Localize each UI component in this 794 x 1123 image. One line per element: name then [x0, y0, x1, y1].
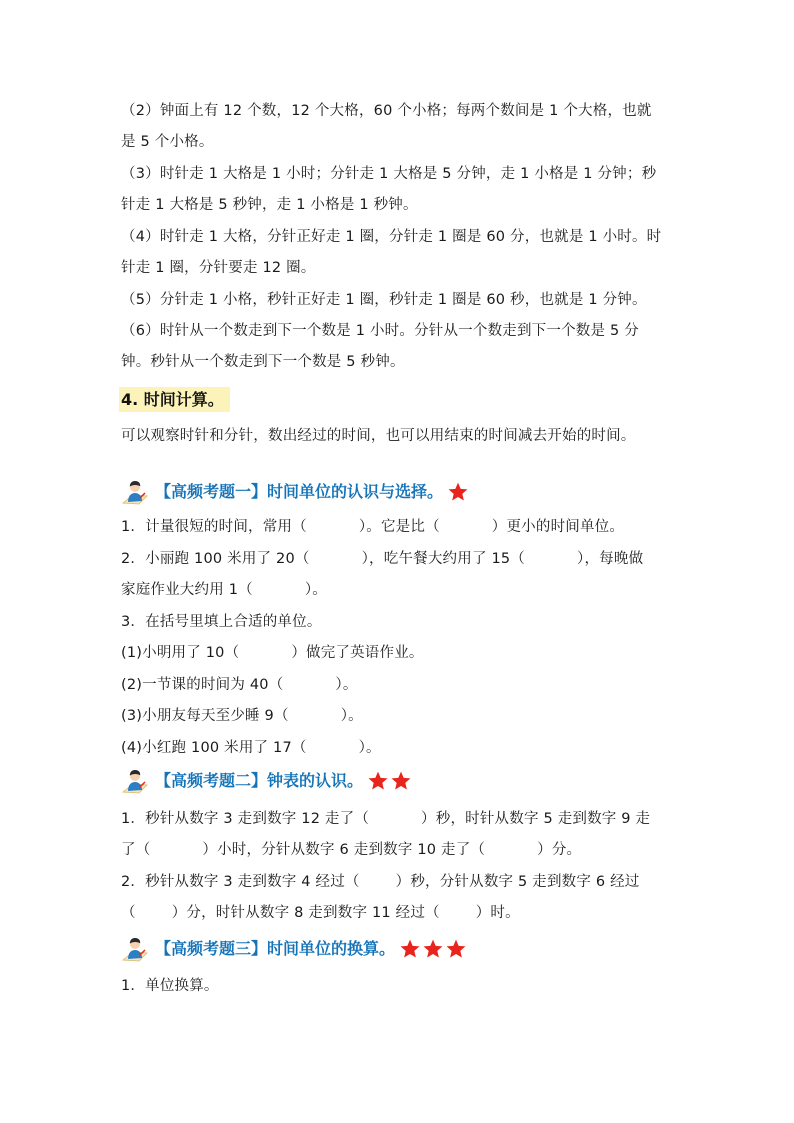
- difficulty-stars: [399, 938, 468, 960]
- s3-q1: 1．单位换算。: [121, 978, 219, 994]
- knowledge-line: 是 5 个小格。: [121, 134, 214, 150]
- star-icon: [390, 770, 412, 792]
- section-1-title: 【高频考题一】时间单位的认识与选择。: [155, 482, 444, 501]
- difficulty-stars: [447, 481, 470, 503]
- section-3-title: 【高频考题三】时间单位的换算。: [155, 939, 396, 958]
- s1-q3-title: 3．在括号里填上合适的单位。: [121, 614, 322, 630]
- star-icon: [367, 770, 389, 792]
- s1-q3-item: (3)小朋友每天至少睡 9（ ）。: [121, 708, 363, 724]
- section-1-header: [121, 478, 470, 506]
- s2-q2-line2: （ ）分，时针从数字 8 走到数字 11 经过（ ）时。: [121, 905, 520, 921]
- s1-q2-line1: 2．小丽跑 100 米用了 20（ ），吃午餐大约用了 15（ ），每晚做: [121, 551, 644, 567]
- difficulty-stars: [367, 770, 413, 792]
- s2-q1-line1: 1．秒针从数字 3 走到数字 12 走了（ ）秒，时针从数字 5 走到数字 9 走: [121, 811, 651, 827]
- s1-q3-item: (4)小红跑 100 米用了 17（ ）。: [121, 740, 381, 756]
- star-icon: [399, 938, 421, 960]
- heading4-body: 可以观察时针和分针，数出经过的时间，也可以用结束的时间减去开始的时间。: [121, 428, 636, 444]
- s2-q2-line1: 2．秒针从数字 3 走到数字 4 经过（ ）秒，分针从数字 5 走到数字 6 经过: [121, 874, 640, 890]
- section-3-header: [121, 935, 468, 963]
- knowledge-line: 针走 1 圈，分针要走 12 圈。: [121, 260, 316, 276]
- knowledge-line: 针走 1 大格是 5 秒钟，走 1 小格是 1 秒钟。: [121, 197, 418, 213]
- s1-q2-line2: 家庭作业大约用 1（ ）。: [121, 582, 327, 598]
- knowledge-line: （2）钟面上有 12 个数，12 个大格，60 个小格；每两个数间是 1 个大格，也就: [121, 103, 652, 119]
- section-2-title: 【高频考题二】钟表的认识。: [155, 771, 364, 790]
- section-heading-time-calculation: 4. 时间计算。: [119, 387, 230, 412]
- knowledge-line: 钟。秒针从一个数走到下一个数是 5 秒钟。: [121, 354, 405, 370]
- student-writing-icon: [121, 478, 149, 506]
- student-writing-icon: [121, 767, 149, 795]
- star-icon: [422, 938, 444, 960]
- star-icon: [445, 938, 467, 960]
- knowledge-line: （6）时针从一个数走到下一个数是 1 小时。分针从一个数走到下一个数是 5 分: [121, 323, 639, 339]
- s1-q3-item: (2)一节课的时间为 40（ ）。: [121, 677, 358, 693]
- knowledge-line: （4）时针走 1 大格，分针正好走 1 圈，分针走 1 圈是 60 分，也就是 1 小时。时: [121, 229, 662, 245]
- s1-q3-item: (1)小明用了 10（ ）做完了英语作业。: [121, 645, 424, 661]
- section-2-header: [121, 767, 413, 795]
- knowledge-line: （3）时针走 1 大格是 1 小时；分针走 1 大格是 5 分钟，走 1 小格是 1 分钟；秒: [121, 166, 657, 182]
- s2-q1-line2: 了（ ）小时，分针从数字 6 走到数字 10 走了（ ）分。: [121, 842, 582, 858]
- knowledge-line: （5）分针走 1 小格，秒针正好走 1 圈，秒针走 1 圈是 60 秒，也就是 1 分钟。: [121, 292, 647, 308]
- student-writing-icon: [121, 935, 149, 963]
- star-icon: [447, 481, 469, 503]
- s1-q1: 1．计量很短的时间，常用（ ）。它是比（ ）更小的时间单位。: [121, 519, 625, 535]
